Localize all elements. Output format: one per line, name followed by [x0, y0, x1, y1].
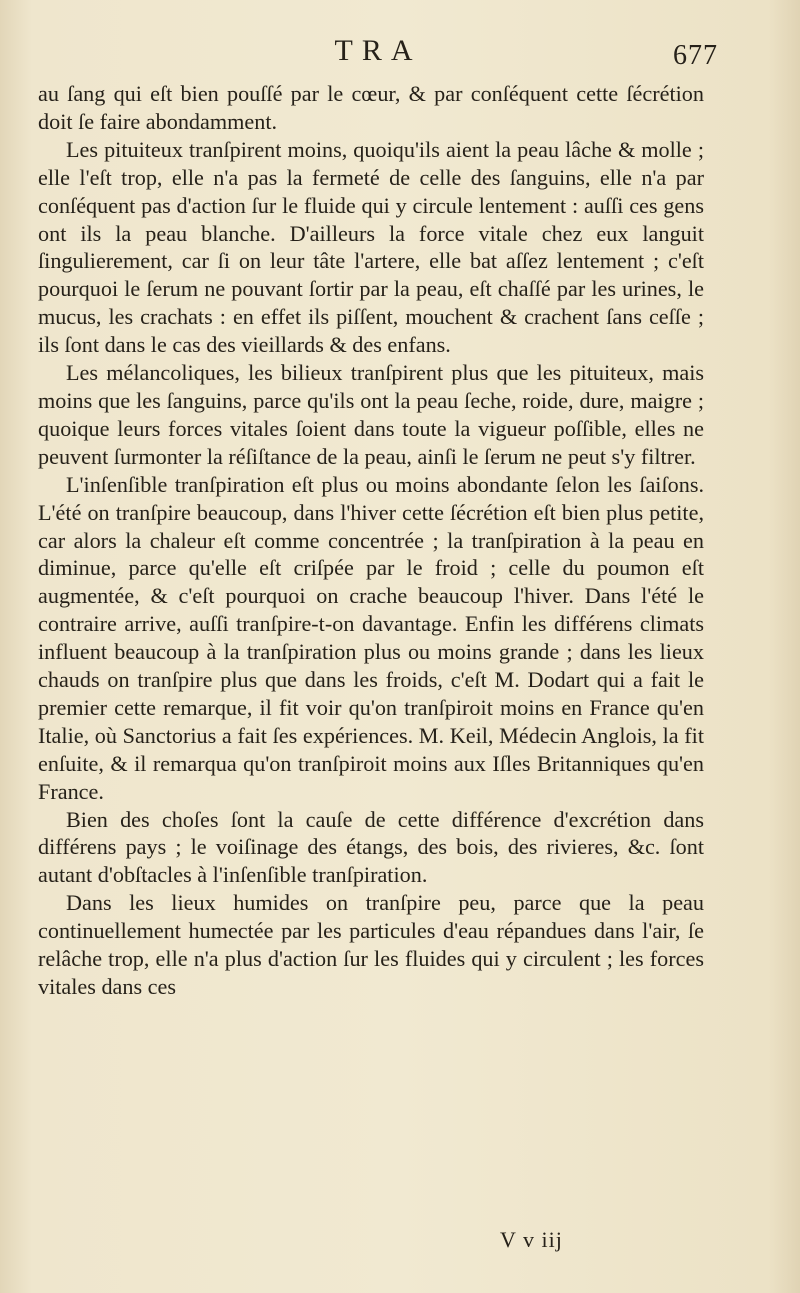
paragraph-pays: Bien des choſes ſont la cauſe de cette différence d'excrétion dans différens pays ; le voiſinage des étangs, des bois, des rivieres, &c. ſont autant d'obſtacles à l'inſenſible tranſpiration.: [38, 806, 704, 888]
signature-mark: V v iij: [500, 1227, 563, 1252]
running-head: TRA: [334, 34, 422, 67]
paragraph-saisons: L'inſenſible tranſpiration eſt plus ou moins abondante ſelon les ſaiſons. L'été on tranſpire beaucoup, dans l'hiver cette ſécrétion eſt bien plus petite, car alors la chaleur eſt comme concentrée ; la tranſpiration à la peau en diminue, parce qu'elle eſt criſpée par le froid ; celle du poumon eſt augmentée, & c'eſt pourquoi on crache beaucoup l'hiver. Dans l'été le contraire arrive, auſſi tranſpire-t-on davantage. Enfin les différens climats influent beaucoup à la tranſpiration plus ou moins grande ; dans les lieux chauds on tranſpire plus que dans les froids, c'eſt M. Dodart qui a fait le premier cette remarque, il fit voir qu'on tranſpiroit moins en France qu'en Italie, où Sanctorius a fait ſes expériences. M. Keil, Médecin Anglois, la fit enſuite, & il remarqua qu'on tranſpiroit moins aux Iſles Britanniques qu'en France.: [38, 471, 704, 804]
paragraph-pituiteux: Les pituiteux tranſpirent moins, quoiqu'ils aient la peau lâche & molle ; elle l'eſt trop, elle n'a pas la fermeté de celle des ſanguins, elle n'a par conſéquent pas d'action ſur le fluide qui y circule lentement : auſſi ces gens ont ils la peau blanche. D'ailleurs la force vitale chez eux languit ſingulierement, car ſi on leur tâte l'artere, elle bat aſſez lentement ; c'eſt pourquoi le ſerum ne pouvant ſortir par la peau, eſt chaſſé par les urines, le mucus, les crachats : en effet ils piſſent, mouchent & crachent ſans ceſſe ; ils ſont dans le cas des vieillards & des enfans.: [38, 136, 704, 358]
body-text: [38, 80, 704, 1001]
paragraph-continuation: au ſang qui eſt bien pouſſé par le cœur, & par conſéquent cette ſécrétion doit ſe faire abondamment.: [38, 81, 704, 134]
page-number: 677: [673, 40, 718, 71]
paragraph-lieux-humides: Dans les lieux humides on tranſpire peu, parce que la peau continuellement humectée par les particules d'eau répandues dans l'air, ſe relâche trop, elle n'a plus d'action ſur les fluides qui y circulent ; les forces vitales dans ces: [38, 890, 704, 999]
page-header: [38, 34, 718, 74]
paragraph-melancoliques: Les mélancoliques, les bilieux tranſpirent plus que les pituiteux, mais moins que les ſanguins, parce qu'ils ont la peau ſeche, roide, dure, maigre ; quoique leurs forces vitales ſoient dans toute la vigueur poſſible, elles ne peuvent ſurmonter la réſiſtance de la peau, ainſi le ſerum ne peut s'y filtrer.: [38, 360, 704, 469]
